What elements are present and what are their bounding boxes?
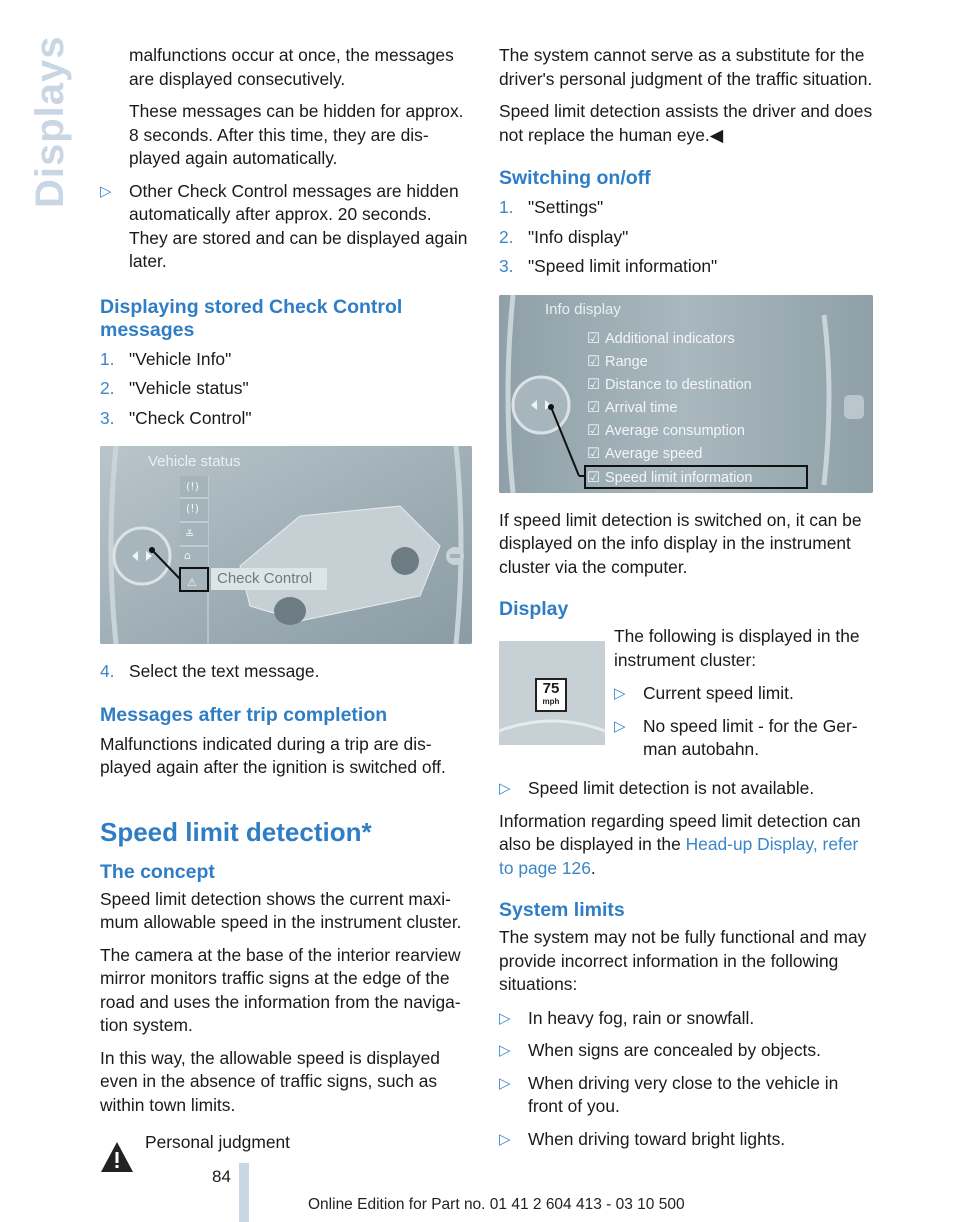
step-item: 2. "Info display" (499, 226, 629, 247)
step-item: 1. "Vehicle Info" (100, 348, 232, 369)
bullet-marker-icon: ▷ (614, 685, 626, 702)
bullet-marker-icon: ▷ (499, 780, 511, 797)
bullet-item: ▷ Other Check Control messages are hidden automatically after approx. 20 seconds. They are stored and can be displayed again later. (100, 180, 474, 274)
side-tab (22, 35, 72, 210)
bullet-item: ▷ Speed limit detection is not available. (499, 777, 873, 801)
chapter-heading-speed-limit: Speed limit detection* (100, 816, 372, 847)
menu-item: ☑ Average speed (587, 443, 702, 467)
info-display-title: Info display (545, 300, 621, 318)
paragraph: In this way, the allowable speed is displayed even in the absence of traffic signs, such as within town limits. (100, 1047, 440, 1115)
hud-page-link[interactable]: Head-up Display, refer to page 126 (499, 834, 859, 878)
speed-sign-unit: mph (542, 697, 560, 706)
paragraph: The system may not be fully functional and may provide incorrect information in the following situations: (499, 927, 867, 994)
menu-item: ☑ Range (587, 351, 648, 375)
bullet-item: ▷ Current speed limit. (614, 682, 873, 706)
svg-text:(!): (!) (186, 480, 199, 493)
svg-text:(!): (!) (186, 502, 199, 515)
svg-text:⚠: ⚠ (187, 576, 197, 589)
menu-item: ☑ Distance to destination (587, 374, 752, 398)
paragraph: If speed limit detection is switched on, it can be displayed on the info display in the instrument cluster via the computer. (499, 509, 862, 577)
bullet-marker-icon: ▷ (499, 1042, 511, 1059)
section-heading-stored: Displaying stored Check Control messages (100, 295, 403, 341)
svg-text:≚: ≚ (185, 528, 195, 541)
menu-item: ☑ Average consumption (587, 420, 745, 444)
check-icon: ☑ (587, 376, 600, 393)
display-block (499, 625, 873, 777)
check-icon: ☑ (587, 469, 600, 486)
paragraph: The camera at the base of the interior rearview mirror monitors traffic signs at the edge of the road and uses the information from the navigation system. (100, 944, 461, 1035)
page-number: 84 (212, 1167, 231, 1186)
paragraph: These messages can be hidden for approx. 8 seconds. After this time, they are displayed again automatically. (129, 101, 464, 168)
display-text (614, 625, 873, 771)
warning-title: Personal judgment (145, 1132, 291, 1152)
check-icon: ☑ (587, 330, 600, 347)
check-control-label: Check Control (211, 568, 327, 590)
bullet-item: ▷ No speed limit - for the German autobahn. (614, 715, 873, 762)
vehicle-status-title: Vehicle status (148, 453, 241, 470)
menu-item-selected: ☑ Speed limit information (587, 467, 753, 491)
left-column (100, 44, 474, 1175)
right-column (499, 44, 873, 1160)
warning-block (100, 1131, 474, 1175)
bullet-marker-icon: ▷ (100, 182, 112, 200)
bullet-marker-icon: ▷ (499, 1130, 511, 1148)
paragraph: malfunctions occur at once, the messages are displayed consecutively. (129, 45, 454, 89)
paragraph: Malfunctions indicated during a trip are displayed again after the ignition is switched off. (100, 733, 446, 777)
paragraph: The system cannot serve as a substitute for the driver's personal judgment of the traffic situation. (499, 45, 873, 89)
step-item: 1. "Settings" (499, 197, 604, 217)
section-heading-display: Display (499, 598, 569, 620)
paragraph: The following is displayed in the instrument cluster: (614, 626, 860, 670)
check-icon: ☑ (587, 445, 600, 462)
menu-item: ☑ Additional indicators (587, 328, 735, 352)
footer-bar (239, 1163, 249, 1222)
vehicle-status-graphic (100, 446, 472, 644)
step-item: 3. "Check Control" (100, 407, 252, 428)
bullet-item: ▷ When driving very close to the vehicle in front of you. (499, 1072, 873, 1119)
side-tab-label: Displays (28, 35, 72, 208)
step-item: 2. "Vehicle status" (100, 378, 249, 398)
step-item: 3. "Speed limit information" (499, 256, 718, 276)
check-icon: ☑ (587, 353, 600, 370)
bullet-item: ▷ When signs are concealed by objects. (499, 1039, 873, 1063)
paragraph: Speed limit detection shows the current maximum allowable speed in the instrument cluster. (100, 888, 462, 932)
paragraph-hud: Information regarding speed limit detection can also be displayed in the Head-up Display, refer to page 126. (499, 810, 861, 878)
footer-edition: Online Edition for Part no. 01 41 2 604 413 - 03 10 500 (308, 1196, 685, 1213)
bullet-marker-icon: ▷ (614, 717, 626, 735)
section-heading-switch: Switching on/off (499, 167, 651, 189)
check-icon: ☑ (587, 422, 600, 439)
check-icon: ☑ (587, 399, 600, 416)
section-heading-trip: Messages after trip completion (100, 703, 388, 726)
info-display-menu (499, 295, 873, 493)
speed-sign-value: 75 (542, 680, 560, 697)
section-heading-concept: The concept (100, 860, 215, 883)
bullet-item: ▷ When driving toward bright lights. (499, 1128, 873, 1152)
info-display-screenshot (499, 295, 873, 493)
vehicle-status-screenshot (100, 446, 472, 644)
bullet-item: ▷ In heavy fog, rain or snowfall. (499, 1007, 873, 1031)
menu-item: ☑ Arrival time (587, 397, 678, 421)
paragraph: Speed limit detection assists the driver and does not replace the human eye.◀ (499, 101, 873, 145)
speed-sign-image (499, 641, 605, 745)
svg-text:⌂: ⌂ (184, 549, 191, 562)
section-heading-limits: System limits (499, 899, 625, 921)
bullet-marker-icon: ▷ (499, 1074, 511, 1092)
bullet-marker-icon: ▷ (499, 1009, 511, 1027)
step-item: 4. Select the text message. (100, 661, 320, 681)
warning-triangle-icon (100, 1141, 134, 1173)
